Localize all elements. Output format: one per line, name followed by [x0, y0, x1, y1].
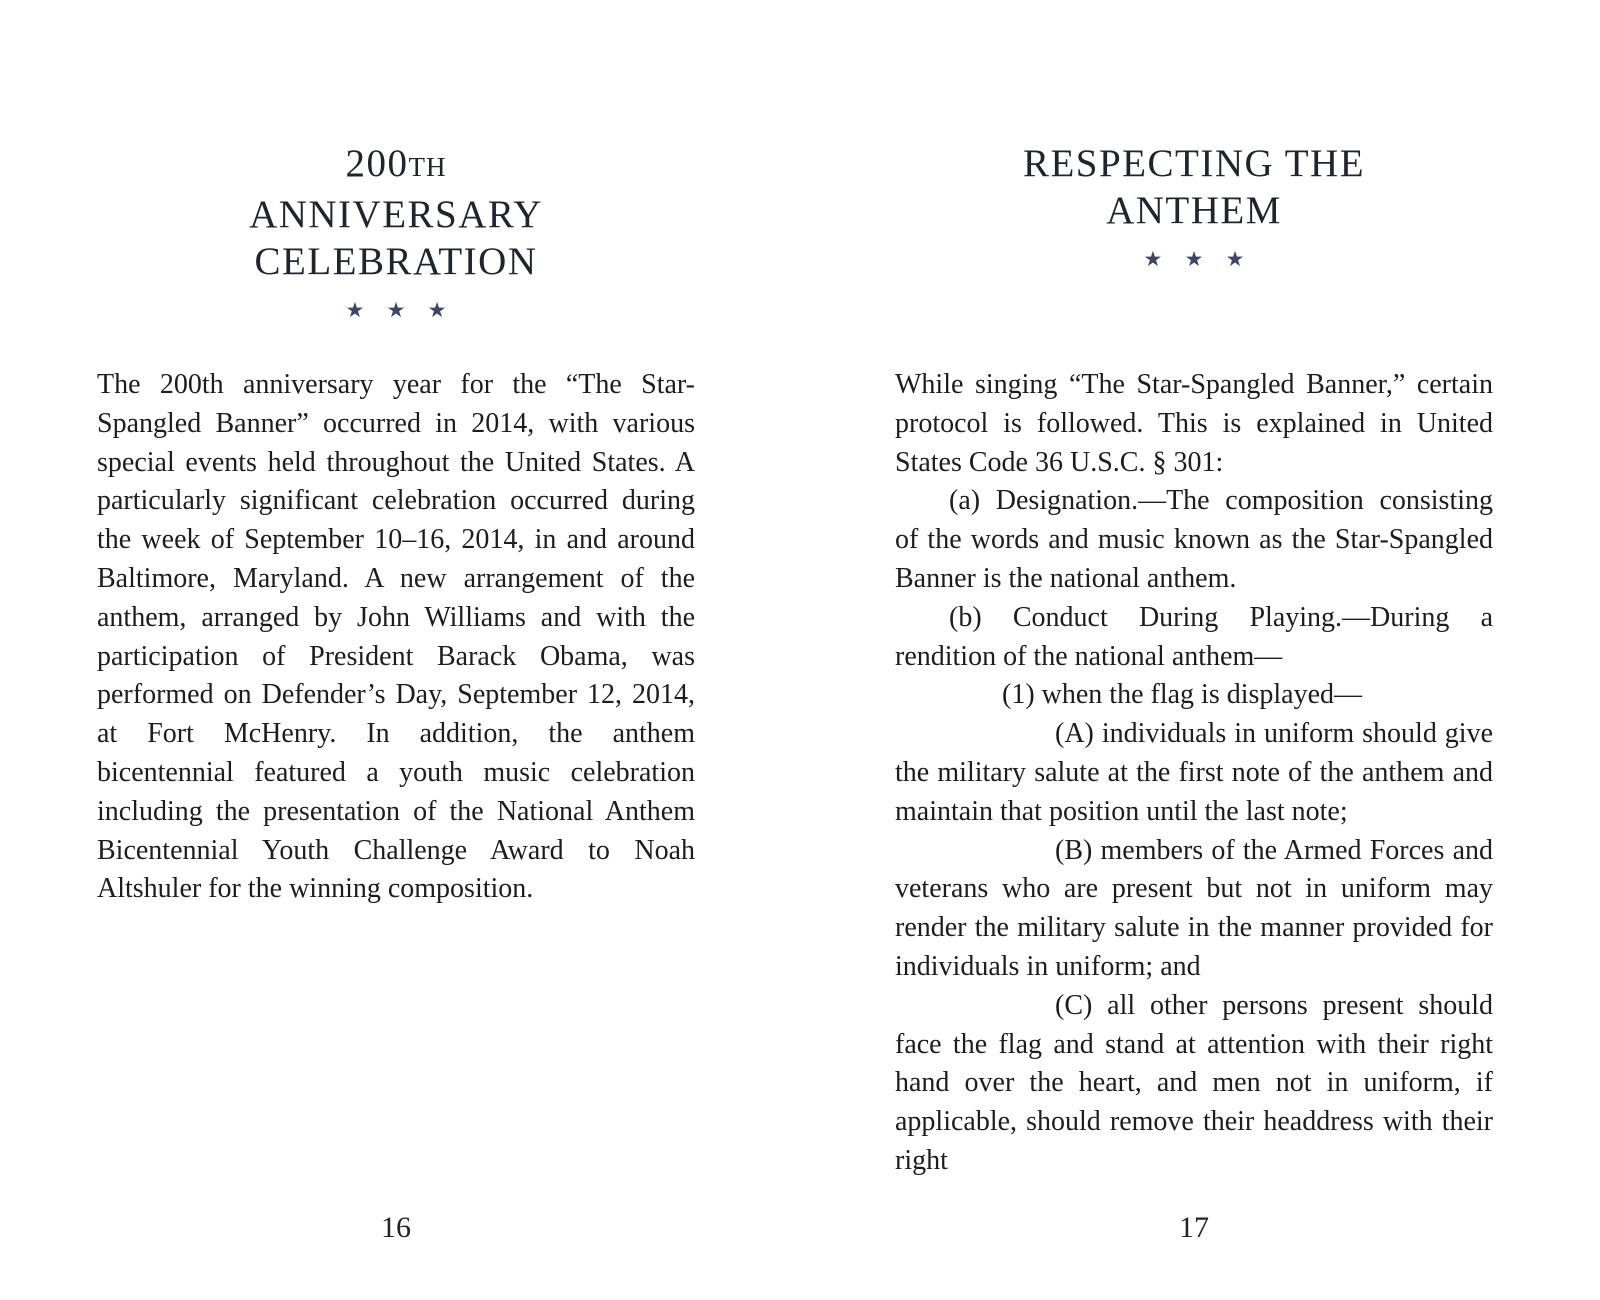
paragraph-clause-a: (a) Designation.—The composition consisting of the words and music known as the Star-Spangled Banner is the national anthem. [895, 485, 1493, 594]
left-page-number: 16 [381, 1211, 411, 1244]
title-line-anthem: ANTHEM [1106, 189, 1282, 232]
title-line-respecting-the: RESPECTING THE [1022, 142, 1366, 185]
paragraph-clause-B: (B) members of the Armed Forces and veterans who are present but not in uniform may render the military salute in the manner provided for individuals in uniform; and [895, 834, 1493, 982]
right-page-title [895, 140, 1493, 234]
three-stars-ornament: ★ ★ ★ [1143, 247, 1250, 271]
title-line-200th [97, 140, 695, 191]
title-line-celebration: CELEBRATION [254, 240, 538, 283]
left-chapter-heading [97, 140, 695, 323]
title-th-suffix: TH [408, 152, 447, 182]
right-page-number: 17 [1179, 1211, 1209, 1244]
paragraph-clause-C: (C) all other persons present should face the flag and stand at attention with their right hand over the heart, and men not in uniform, if applicable, should remove their headdress with their right [895, 989, 1493, 1176]
left-page-body [97, 366, 695, 909]
right-page [895, 0, 1493, 1300]
paragraph-clause-b: (b) Conduct During Playing.—During a rendition of the national anthem— [895, 601, 1493, 672]
three-stars-ornament: ★ ★ ★ [345, 298, 452, 322]
left-page [97, 0, 695, 1300]
left-body-paragraph: The 200th anniversary year for the “The Star-Spangled Banner” occurred in 2014, with various special events held throughout the United States. A particularly significant celebration occurred during the week of September 10–16, 2014, in and around Baltimore, Maryland. A new arrangement of the anthem, arranged by John Williams and with the participation of President Barack Obama, was performed on Defender’s Day, September 12, 2014, at Fort McHenry. In addition, the anthem bicentennial featured a youth music celebration including the presentation of the National Anthem Bicentennial Youth Challenge Award to Noah Altshuler for the winning composition. [97, 369, 695, 905]
paragraph-clause-A: (A) individuals in uniform should give the military salute at the first note of the anthem and maintain that position until the last note; [895, 718, 1493, 827]
right-chapter-heading [895, 140, 1493, 272]
paragraph-intro: While singing “The Star-Spangled Banner,” certain protocol is followed. This is explained in United States Code 36 U.S.C. § 301: [895, 369, 1493, 478]
paragraph-clause-1: (1) when the flag is displayed— [1002, 679, 1363, 711]
title-number-200: 200 [345, 142, 409, 185]
left-page-title [97, 140, 695, 285]
right-page-body [895, 366, 1493, 1181]
title-line-anniversary: ANNIVERSARY [249, 193, 543, 236]
